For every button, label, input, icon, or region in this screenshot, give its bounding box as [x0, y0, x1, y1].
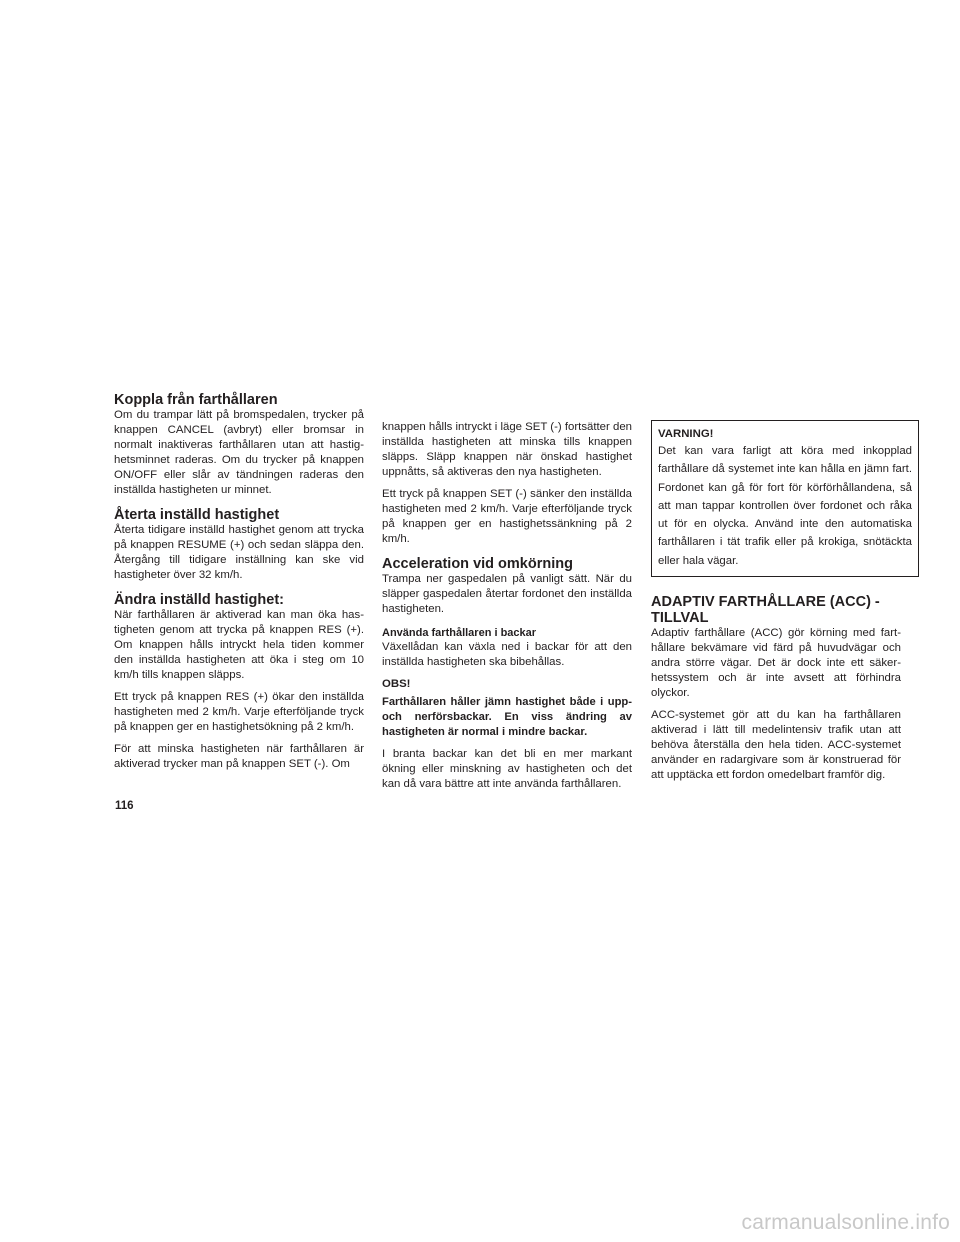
- section-heading-acceleration: Acceleration vid omkörning: [382, 556, 573, 572]
- page-number: 116: [115, 800, 134, 812]
- subheading-hills: Använda farthållaren i backar: [382, 627, 537, 639]
- paragraph: Om du trampar lätt på bromspedalen, trycker på knappen CANCEL (avbryt) eller bromsar in normalt inaktiveras farthållaren utan att hastighetsminnet raderas. Om du trycker på knappen ON/OFF eller slår av tändningen raderas den inställda hastigheten ur minnet.: [114, 409, 364, 496]
- warning-text: Det kan vara farligt att köra med inkopplad farthållare då systemet inte kan hålla en jämn fart. Fordonet kan gå för fort för körförhållandena, så att man tappar kontrollen över fordonet och råka ut för en olycka. Använd inte den automatiska farthållaren i tät trafik eller på krokiga, snötäckta eller hala vägar.: [658, 445, 912, 567]
- paragraph: Adaptiv farthållare (ACC) gör körning med farthållare bekvämare vid färd på huvudvägar och andra större vägar. Det är dock inte ett säkerhetssystem och är inte avsett att förhindra olyckor.: [651, 627, 901, 700]
- section-heading-acc: [651, 594, 919, 626]
- paragraph: knappen hålls intryckt i läge SET (-) fortsätter den inställda hastigheten att minska tills knappen släpps. Släpp knappen när önskad hastighet uppnåtts, så aktiveras den nya hastigheten.: [382, 421, 632, 478]
- section-heading-disengage: Koppla från farthållaren: [114, 392, 278, 408]
- paragraph: När farthållaren är aktiverad kan man öka hastigheten genom att trycka på knappen RES (+). Om knappen hålls intryckt hela tiden kommer den inställda hastigheten att öka i steg om 10 km/h tills knappen släpps.: [114, 609, 364, 681]
- watermark: carmanualsonline.info: [741, 1211, 950, 1234]
- paragraph: I branta backar kan det bli en mer markant ökning eller minskning av hastigheten och det kan då vara bättre att inte använda farthållaren.: [382, 748, 632, 790]
- paragraph: Växellådan kan växla ned i backar för att den inställda hastigheten ska bibehållas.: [382, 641, 632, 668]
- column-middle: [382, 392, 632, 799]
- column-right: [651, 392, 919, 790]
- heading-line: ADAPTIV FARTHÅLLARE (ACC) -: [651, 594, 880, 611]
- section-heading-change-speed: Ändra inställd hastighet:: [114, 592, 284, 608]
- heading-line: TILLVAL: [651, 610, 709, 627]
- paragraph: Återta tidigare inställd hastighet genom att trycka på knappen RESUME (+) och sedan släppa den. Återgång till tidigare inställning kan ske vid hastigheter över 32 km/h.: [114, 524, 364, 581]
- paragraph: Trampa ner gaspedalen på vanligt sätt. När du släpper gaspedalen återtar fordonet den inställda hastigheten.: [382, 573, 632, 615]
- paragraph: Ett tryck på knappen SET (-) sänker den inställda hastigheten med 2 km/h. Varje efterföljande tryck på knappen ger en hastighetssänkning på 2 km/h.: [382, 488, 632, 545]
- note-label: OBS!: [382, 678, 411, 690]
- warning-title: VARNING!: [658, 428, 714, 440]
- section-heading-resume: Återta inställd hastighet: [114, 507, 280, 523]
- warning-box: [651, 420, 919, 577]
- paragraph: ACC-systemet gör att du kan ha farthållaren aktiverad i lätt till medelintensiv trafik utan att behöva återställa den hela tiden. ACC-systemet använder en radargivare som är konstruerad för att upptäcka ett fordon omedelbart framför dig.: [651, 709, 901, 782]
- paragraph: För att minska hastigheten när farthållaren är aktiverad trycker man på knappen SET (-). Om: [114, 743, 364, 770]
- column-left: [114, 392, 364, 779]
- note-text: Farthållaren håller jämn hastighet både i upp- och nerförsbackar. En viss ändring av hastigheten är normal i mindre backar.: [382, 696, 632, 738]
- paragraph: Ett tryck på knappen RES (+) ökar den inställda hastigheten med 2 km/h. Varje efterföljande tryck på knappen ger en hastighetsökning på 2 km/h.: [114, 691, 364, 733]
